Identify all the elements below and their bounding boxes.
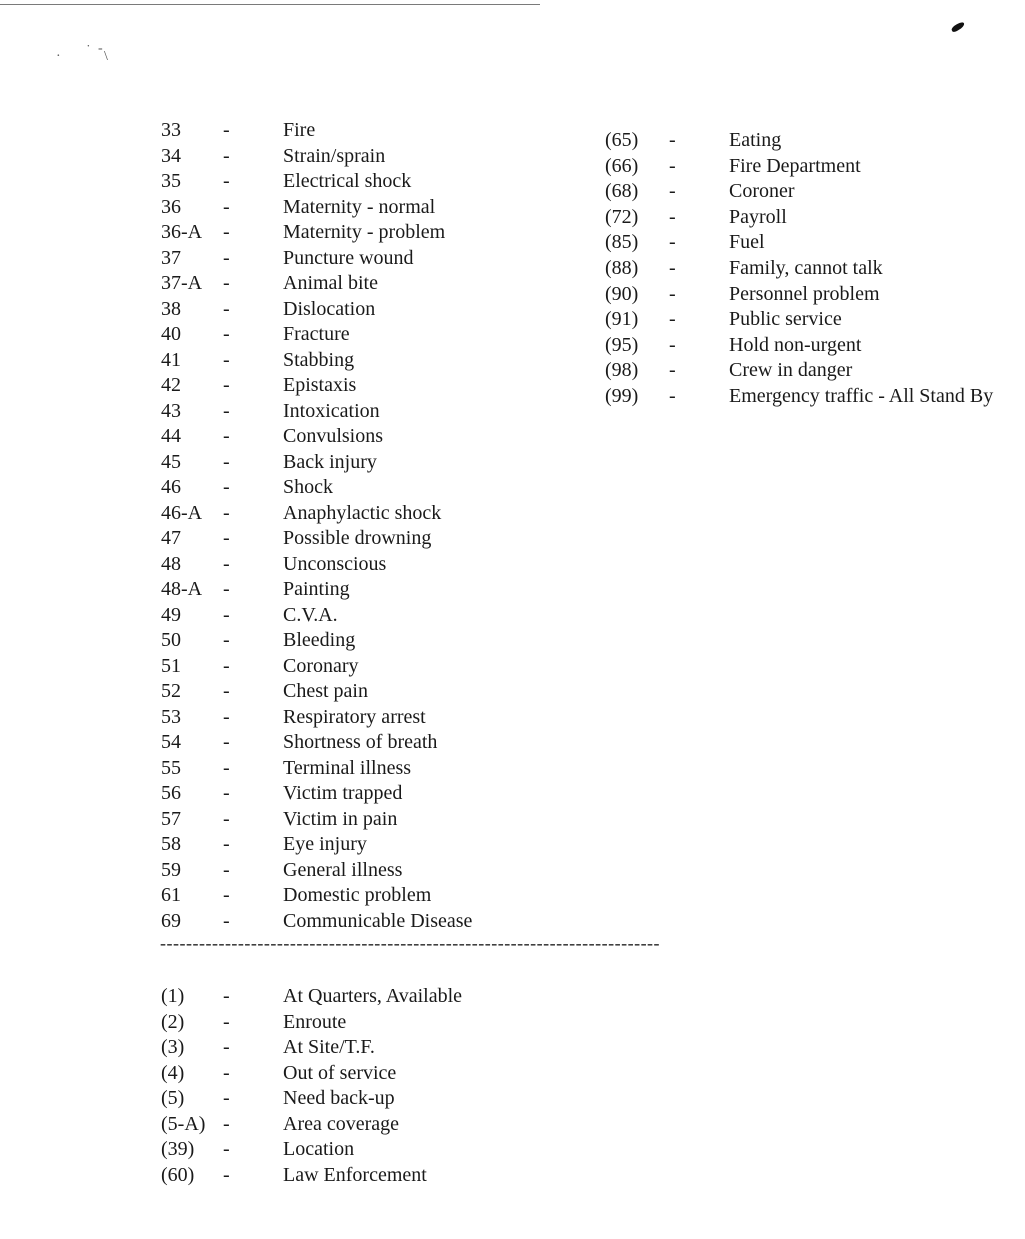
code-description: Coronary (283, 654, 359, 677)
dash-separator: - (223, 1036, 230, 1058)
dash-separator: - (669, 359, 676, 382)
code-description: Possible drowning (283, 527, 432, 549)
code-number: 41 (161, 348, 181, 371)
dash-separator: - (223, 985, 230, 1007)
code-number: (95) (605, 333, 639, 356)
code-number: (1) (161, 985, 185, 1007)
code-description: Victim trapped (283, 782, 403, 804)
code-number: 42 (161, 374, 181, 396)
dash-separator: - (223, 578, 230, 600)
code-description: Respiratory arrest (283, 705, 426, 728)
code-number: 46-A (161, 501, 203, 524)
code-description: Public service (729, 308, 842, 331)
dash-separator: - (223, 1061, 230, 1084)
code-number: 44 (161, 425, 181, 447)
code-description: Payroll (729, 205, 787, 228)
code-description: C.V.A. (283, 603, 338, 626)
code-description: Need back-up (283, 1087, 395, 1109)
code-description: Painting (283, 578, 350, 600)
code-number: 37 (161, 246, 181, 269)
code-description: Family, cannot talk (729, 256, 883, 279)
dash-separator: - (223, 119, 230, 141)
code-number: 69 (161, 909, 181, 932)
dash-separator: - (669, 205, 676, 228)
dash-separator: - (223, 1087, 230, 1109)
dash-separator: - (223, 1163, 230, 1186)
dash-separator: - (223, 170, 230, 192)
dash-separator: - (669, 256, 676, 279)
code-description: Puncture wound (283, 246, 414, 269)
code-number: (3) (161, 1036, 185, 1058)
code-description: General illness (283, 858, 403, 881)
code-number: 45 (161, 450, 181, 473)
dashed-separator: ----------------------------------------------------------------------------- (160, 933, 661, 953)
dash-separator: - (669, 231, 676, 254)
code-description: Victim in pain (283, 807, 398, 830)
code-number: 36-A (161, 221, 203, 243)
dash-separator: - (223, 909, 230, 932)
dash-separator: - (223, 221, 230, 243)
code-description: Maternity - problem (283, 221, 446, 243)
code-number: (90) (605, 282, 639, 305)
dash-separator: - (223, 425, 230, 447)
code-number: 37-A (161, 272, 203, 294)
code-number: (68) (605, 180, 639, 203)
code-number: (5-A) (161, 1112, 206, 1135)
code-number: (5) (161, 1087, 185, 1109)
code-description: Fracture (283, 323, 350, 345)
dash-separator: - (223, 731, 230, 753)
code-number: 48 (161, 552, 181, 575)
dash-separator: - (223, 858, 230, 881)
dash-separator: - (669, 180, 676, 203)
dash-separator: - (223, 450, 230, 473)
dash-separator: - (223, 1138, 230, 1160)
code-description: Shock (283, 476, 333, 498)
code-description: Strain/sprain (283, 144, 386, 167)
code-description: Fire (283, 119, 316, 141)
dash-separator: - (669, 333, 676, 356)
code-description: Fire Department (729, 154, 861, 177)
code-number: (2) (161, 1010, 185, 1033)
code-description: Convulsions (283, 425, 384, 447)
code-number: 47 (161, 527, 181, 549)
code-number: (72) (605, 205, 639, 228)
dash-separator: - (223, 272, 230, 294)
code-number: 54 (161, 731, 181, 753)
dash-separator: - (669, 154, 676, 177)
dash-separator: - (223, 603, 230, 626)
dash-separator: - (669, 129, 676, 151)
dash-separator: - (669, 384, 676, 407)
code-description: Domestic problem (283, 884, 432, 906)
code-description: Electrical shock (283, 170, 412, 192)
code-description: Unconscious (283, 552, 387, 575)
code-description: At Site/T.F. (283, 1036, 375, 1058)
code-description: Law Enforcement (283, 1163, 427, 1186)
code-description: Communicable Disease (283, 909, 473, 932)
code-description: Crew in danger (729, 359, 853, 382)
code-number: (4) (161, 1061, 185, 1084)
code-number: (98) (605, 359, 639, 382)
pen-mark (950, 21, 965, 33)
dash-separator: - (223, 1010, 230, 1033)
code-number: 34 (161, 144, 181, 167)
code-number: 49 (161, 603, 181, 626)
dash-separator: - (223, 1112, 230, 1135)
code-number: 61 (161, 884, 181, 906)
dash-separator: - (223, 348, 230, 371)
code-number: 38 (161, 297, 181, 320)
dash-separator: - (223, 654, 230, 677)
code-number: 35 (161, 170, 181, 192)
code-description: Location (283, 1138, 355, 1160)
dash-separator: - (223, 756, 230, 779)
code-number: 40 (161, 323, 181, 345)
code-number: 36 (161, 195, 181, 218)
dash-separator: - (223, 833, 230, 855)
top-scan-rule (0, 4, 540, 5)
dash-separator: - (223, 782, 230, 804)
code-number: 48-A (161, 578, 203, 600)
dash-separator: - (223, 629, 230, 651)
code-description: Intoxication (283, 399, 380, 422)
code-description: Out of service (283, 1061, 397, 1084)
dash-separator: - (223, 680, 230, 702)
code-description: Enroute (283, 1010, 347, 1033)
scan-speck: ˙ (86, 43, 91, 58)
dash-separator: - (223, 807, 230, 830)
code-number: 33 (161, 119, 181, 141)
dash-separator: - (223, 374, 230, 396)
dash-separator: - (223, 705, 230, 728)
code-description: Dislocation (283, 297, 376, 320)
code-number: (99) (605, 384, 639, 407)
dash-separator: - (223, 527, 230, 549)
code-description: Stabbing (283, 348, 355, 371)
dash-separator: - (669, 308, 676, 331)
code-description: Back injury (283, 450, 377, 473)
code-number: 59 (161, 858, 181, 881)
code-description: Maternity - normal (283, 195, 436, 218)
code-number: 58 (161, 833, 181, 855)
dash-separator: - (223, 144, 230, 167)
code-number: 46 (161, 476, 181, 498)
code-number: 43 (161, 399, 181, 422)
code-description: Terminal illness (283, 756, 412, 779)
dash-separator: - (223, 476, 230, 498)
scan-speck: · (56, 49, 61, 64)
dash-separator: - (223, 501, 230, 524)
code-number: (85) (605, 231, 639, 254)
code-number: 52 (161, 680, 181, 702)
dash-separator: - (669, 282, 676, 305)
code-description: Chest pain (283, 680, 368, 702)
code-number: 53 (161, 705, 181, 728)
scan-speck: \ (104, 49, 108, 64)
code-number: (65) (605, 129, 639, 151)
code-number: (60) (161, 1163, 195, 1186)
code-number: 50 (161, 629, 181, 651)
code-description: Anaphylactic shock (283, 501, 442, 524)
code-description: Shortness of breath (283, 731, 438, 753)
dash-separator: - (223, 246, 230, 269)
dash-separator: - (223, 399, 230, 422)
code-description: Fuel (729, 231, 765, 254)
code-description: Eating (729, 129, 782, 151)
code-description: Epistaxis (283, 374, 357, 396)
scan-speck: - (98, 41, 103, 56)
dash-separator: - (223, 552, 230, 575)
code-description: Personnel problem (729, 282, 880, 305)
code-description: Coroner (729, 180, 795, 203)
code-number: 55 (161, 756, 181, 779)
code-description: Hold non-urgent (729, 333, 862, 356)
code-description: Emergency traffic - All Stand By (729, 384, 994, 407)
code-number: (91) (605, 308, 639, 331)
code-description: Area coverage (283, 1112, 400, 1135)
code-number: 51 (161, 654, 181, 677)
dash-separator: - (223, 323, 230, 345)
code-description: Bleeding (283, 629, 356, 651)
dash-separator: - (223, 884, 230, 906)
code-number: (88) (605, 256, 639, 279)
code-number: (66) (605, 154, 639, 177)
code-number: (39) (161, 1138, 195, 1160)
code-description: Animal bite (283, 272, 378, 294)
code-number: 57 (161, 807, 181, 830)
dash-separator: - (223, 297, 230, 320)
code-number: 56 (161, 782, 181, 804)
dash-separator: - (223, 195, 230, 218)
code-description: At Quarters, Available (283, 985, 463, 1007)
code-description: Eye injury (283, 833, 367, 855)
